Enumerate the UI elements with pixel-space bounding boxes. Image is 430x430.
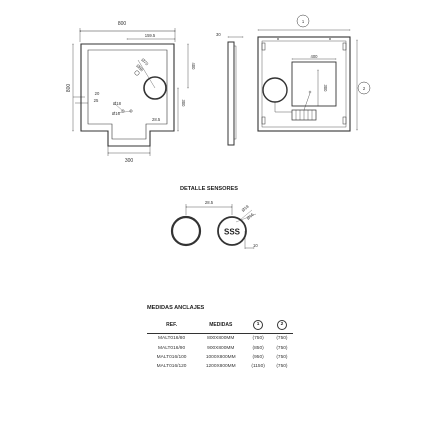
cell-col1: (750)	[252, 336, 264, 342]
cell-ref: MALT016/120	[156, 364, 187, 370]
header-col1: 1	[253, 320, 263, 330]
front-sensor-b-dim: Ø16	[112, 111, 120, 116]
cell-col2: (750)	[276, 354, 288, 360]
table-row	[147, 334, 293, 344]
front-sensor-offset-dim: 28.5	[152, 117, 161, 122]
front-width-dim: 800	[117, 21, 127, 27]
header-medidas: MEDIDAS	[196, 317, 245, 334]
cell-medidas: 900X800MM	[207, 345, 235, 351]
front-view	[73, 28, 188, 156]
front-left-25-dim: 25	[93, 98, 99, 103]
cell-col1: (950)	[252, 354, 264, 360]
cell-col1: (1150)	[251, 364, 265, 370]
front-inner-height-dim: 300	[181, 99, 186, 107]
cell-col2: (750)	[276, 345, 288, 351]
sensor-outer-dia: Ø18	[240, 203, 250, 213]
front-inset-top-dim: 159.5	[144, 33, 156, 38]
side-view	[228, 37, 243, 145]
front-sensor-a-dim: Ø18	[113, 101, 121, 106]
cell-ref: MALT016/90	[158, 345, 186, 351]
front-bottom-width-dim: 300	[124, 158, 134, 164]
cell-medidas: 800X800MM	[207, 336, 235, 342]
rear-marker-2: 2	[362, 86, 366, 91]
anchors-table	[147, 317, 293, 372]
table-row	[147, 343, 293, 352]
sensor-detail-title: DETALLE SENSORES	[179, 186, 239, 192]
sensor-inner-dia: Ø16	[245, 211, 255, 221]
front-right-drop-dim: 400	[191, 62, 196, 70]
cell-col2: (750)	[276, 336, 288, 342]
sensor-symbol: SSS	[223, 227, 241, 237]
cell-medidas: 1200X800MM	[205, 364, 236, 370]
rear-marker-1: 1	[301, 19, 305, 24]
cell-medidas: 1000X800MM	[205, 354, 236, 360]
cell-ref: MALT016/80	[158, 336, 186, 342]
header-ref: REF.	[147, 317, 196, 334]
front-left-20-dim: 20	[94, 91, 100, 96]
sensor-ring-left	[172, 217, 200, 245]
cell-col2: (750)	[276, 364, 288, 370]
side-depth-dim: 30	[216, 32, 221, 37]
table-row	[147, 362, 293, 371]
front-mirror-diameter: Ø86	[135, 63, 145, 73]
sensor-offset-dim: 10	[253, 243, 258, 248]
rear-plate-width-dim: 400	[310, 54, 318, 59]
front-sensor-diameter: Ø70	[140, 57, 150, 67]
cell-ref: MALT016/100	[156, 354, 187, 360]
sensor-spacing-dim: 28.5	[204, 200, 214, 205]
rear-view	[258, 15, 370, 131]
header-col2: 2	[277, 320, 287, 330]
anchors-table-title: MEDIDAS ANCLAJES	[147, 305, 205, 311]
front-height-dim: 800	[66, 83, 72, 93]
table-row	[147, 353, 293, 362]
table-header-row	[147, 317, 293, 334]
rear-plate-height-dim: 300	[323, 84, 328, 92]
cell-col1: (850)	[252, 345, 264, 351]
